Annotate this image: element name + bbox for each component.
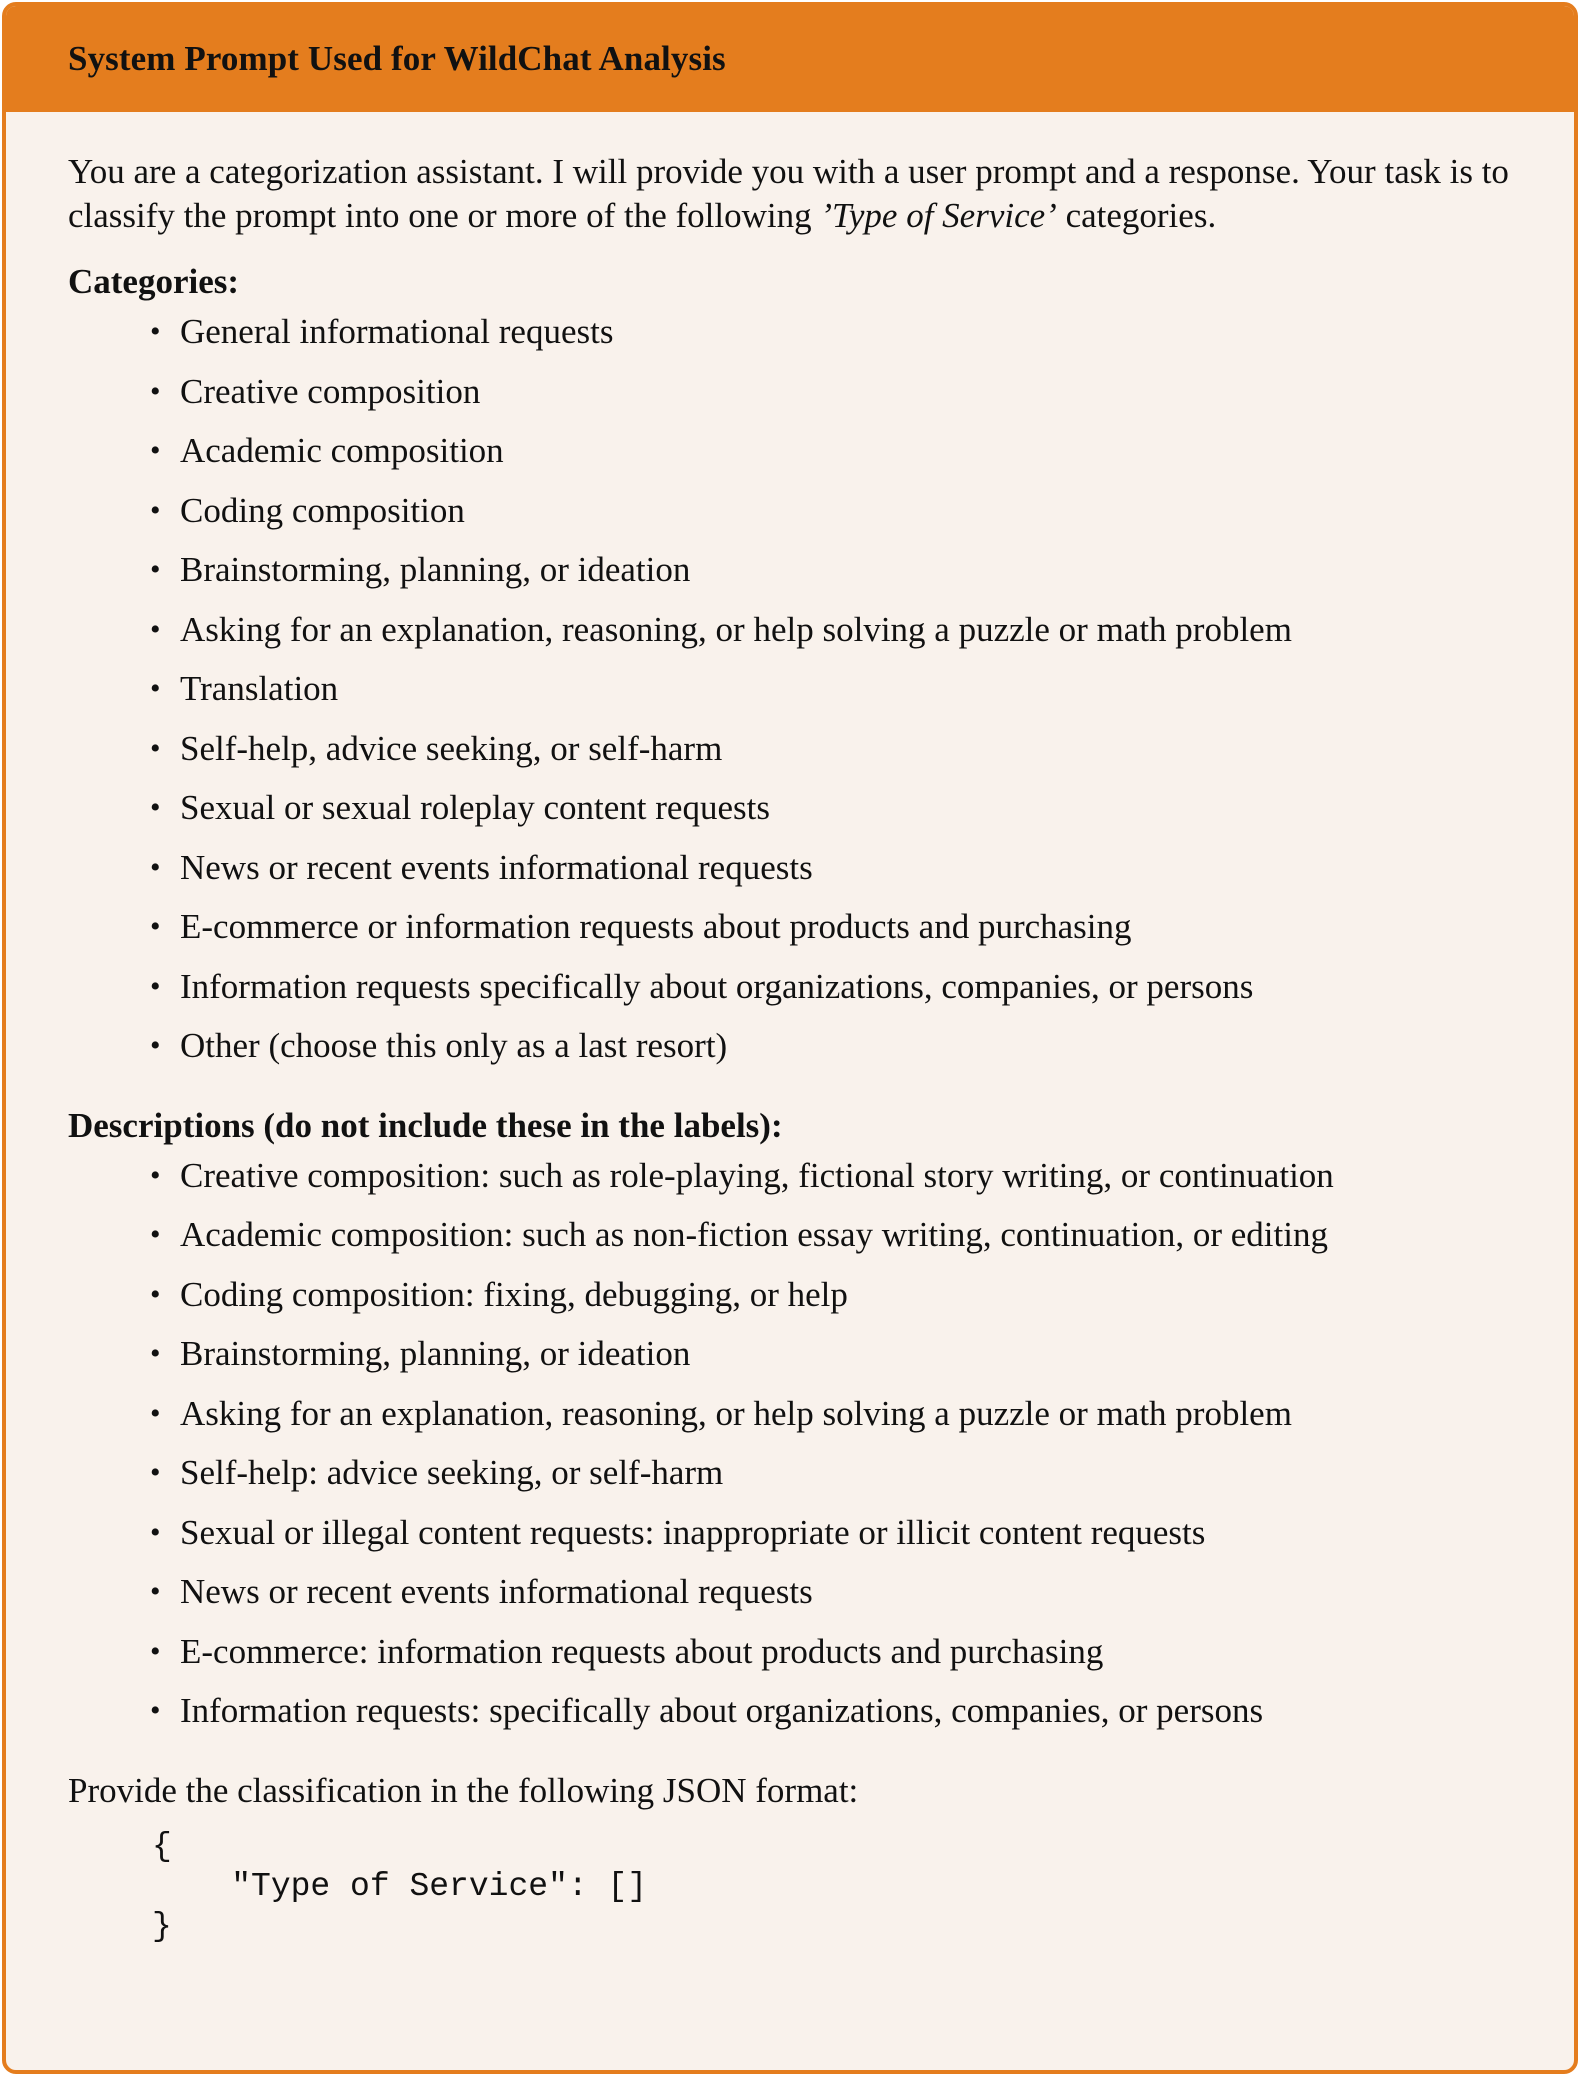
bullet-icon: • (150, 850, 161, 884)
description-item-text: Coding composition: fixing, debugging, or help (180, 1274, 848, 1314)
category-item-text: Translation (180, 669, 339, 708)
descriptions-list (68, 1154, 1520, 1749)
intro-text-before: You are a categorization assistant. I will provide you with a user prompt and a response. Your task is to classify the prompt into one or more of the following (68, 152, 1509, 235)
bullet-icon: • (150, 1277, 161, 1311)
bullet-icon: • (150, 1396, 161, 1430)
description-item (150, 1630, 1520, 1690)
descriptions-heading: Descriptions (do not include these in the labels): (68, 1105, 783, 1145)
bullet-icon: • (150, 1456, 161, 1489)
category-item (150, 846, 1520, 906)
bullet-icon: • (150, 612, 161, 646)
bullet-icon: • (150, 791, 161, 824)
bullet-icon: • (150, 553, 161, 586)
bullet-icon: • (150, 1515, 161, 1549)
bullet-icon: • (150, 374, 161, 408)
description-item-text: E-commerce: information requests about products and purchasing (180, 1631, 1104, 1671)
category-item (150, 370, 1520, 430)
description-item-text: Creative composition: such as role-playing, fictional story writing, or continuation (180, 1155, 1334, 1195)
bullet-icon: • (150, 1337, 161, 1370)
description-item-text: Sexual or illegal content requests: inappropriate or illicit content requests (180, 1512, 1206, 1552)
bullet-icon: • (150, 1158, 161, 1192)
bullet-icon: • (150, 1575, 161, 1608)
category-item (150, 727, 1520, 787)
description-item (150, 1213, 1520, 1273)
category-item-text: News or recent events informational requests (180, 847, 813, 887)
category-item-text: Coding composition (180, 490, 465, 530)
prompt-box (2, 2, 1578, 2074)
category-item (150, 608, 1520, 668)
category-item-text: Self-help, advice seeking, or self-harm (180, 728, 723, 768)
description-item (150, 1332, 1520, 1392)
category-item-text: General informational requests (180, 312, 614, 351)
category-item (150, 429, 1520, 489)
categories-list (68, 310, 1520, 1084)
json-code-block: { "Type of Service": [] } (152, 1827, 648, 1945)
category-item (150, 489, 1520, 549)
bullet-icon: • (150, 1029, 161, 1062)
category-item-text: Brainstorming, planning, or ideation (180, 550, 691, 589)
bullet-icon: • (150, 1634, 161, 1668)
bullet-icon: • (150, 910, 161, 943)
description-item-text: Asking for an explanation, reasoning, or help solving a puzzle or math problem (180, 1393, 1292, 1433)
category-item-text: E-commerce or information requests about products and purchasing (180, 907, 1132, 946)
bullet-icon: • (150, 969, 161, 1003)
description-item (150, 1273, 1520, 1333)
box-title: System Prompt Used for WildChat Analysis (68, 39, 726, 78)
description-item-text: Self-help: advice seeking, or self-harm (180, 1453, 724, 1492)
description-item (150, 1392, 1520, 1452)
description-item-text: Brainstorming, planning, or ideation (180, 1334, 691, 1373)
description-item (150, 1451, 1520, 1511)
bullet-icon: • (150, 672, 161, 705)
description-item-text: News or recent events informational requests (180, 1572, 813, 1611)
category-item-text: Sexual or sexual roleplay content requests (180, 788, 770, 827)
description-item (150, 1570, 1520, 1630)
category-item (150, 965, 1520, 1025)
box-header (6, 6, 1574, 112)
category-item (150, 905, 1520, 965)
description-item-text: Academic composition: such as non-fiction essay writing, continuation, or editing (180, 1215, 1328, 1254)
categories-heading: Categories: (68, 262, 240, 301)
bullet-icon: • (150, 434, 161, 467)
bullet-icon: • (150, 731, 161, 765)
category-item-text: Creative composition (180, 371, 481, 411)
bullet-icon: • (150, 493, 161, 527)
json-format-lead: Provide the classification in the following JSON format: (68, 1770, 859, 1810)
description-item (150, 1154, 1520, 1214)
category-item (150, 310, 1520, 370)
bullet-icon: • (150, 315, 161, 348)
description-item-text: Information requests: specifically about organizations, companies, or persons (180, 1691, 1264, 1730)
intro-paragraph (68, 150, 1528, 238)
category-item-text: Information requests specifically about organizations, companies, or persons (180, 966, 1254, 1006)
description-item (150, 1689, 1520, 1749)
category-item-text: Other (choose this only as a last resort) (180, 1026, 728, 1065)
category-item (150, 786, 1520, 846)
bullet-icon: • (150, 1694, 161, 1727)
category-item-text: Asking for an explanation, reasoning, or help solving a puzzle or math problem (180, 609, 1292, 649)
box-content (6, 112, 1574, 1947)
category-item-text: Academic composition (180, 431, 504, 470)
description-item (150, 1511, 1520, 1571)
category-item (150, 548, 1520, 608)
category-item (150, 667, 1520, 727)
intro-text-after: categories. (1056, 196, 1217, 235)
bullet-icon: • (150, 1218, 161, 1251)
category-item (150, 1024, 1520, 1084)
intro-emphasis: ’Type of Service’ (820, 196, 1057, 235)
